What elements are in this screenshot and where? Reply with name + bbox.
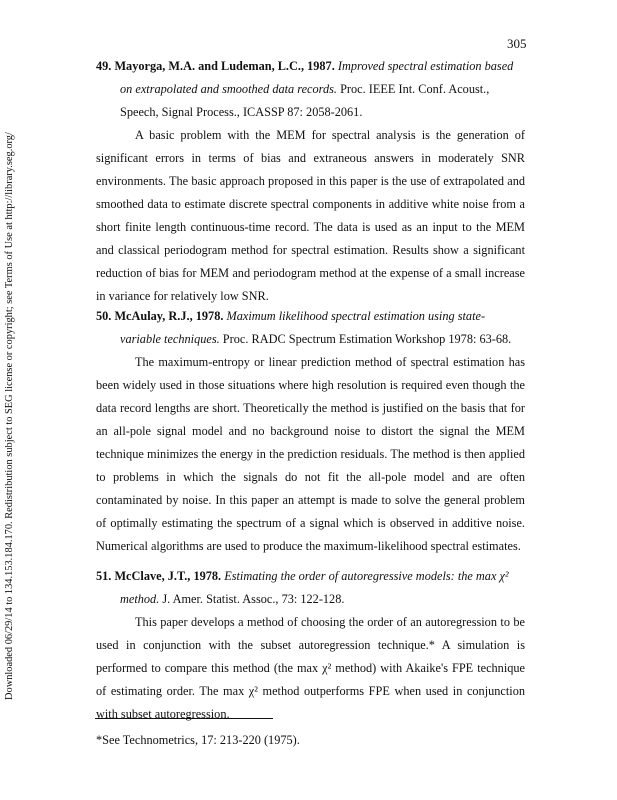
entry-title: Maximum likelihood spectral estimation using state-variable techniques.: [120, 309, 486, 346]
bibliography-entry-51: [96, 565, 525, 726]
entry-number: 50.: [96, 309, 112, 323]
entry-number: 51.: [96, 569, 112, 583]
page-number: 305: [507, 36, 527, 51]
entry-authors: Mayorga, M.A. and Ludeman, L.C., 1987.: [114, 59, 335, 73]
citation: [96, 565, 525, 611]
citation: [96, 55, 525, 124]
entry-abstract: The maximum-entropy or linear prediction method of spectral estimation has been widely used in those situations where high resolution is required even though the data record lengths are short. Theoretically the method is justified on the basis that for an all-pole signal model and no background noise to distort the signal the MEM technique minimizes the energy in the prediction residuals. The method is then applied to problems in which the signals do not fit the all-pole model and are often contaminated by noise. In this paper an attempt is made to solve the general problem of optimally estimating the spectrum of a signal which is observed in additive noise. Numerical algorithms are used to produce the maximum-likelihood spectral estimates.: [96, 355, 525, 553]
entry-abstract: This paper develops a method of choosing the order of an autoregression to be used in conjunction with the subset autoregression technique.* A simulation is performed to compare this method (the max χ² method) with Akaike's FPE technique of estimating order. The max χ² method outperforms FPE when used in conjunction with subset autoregression.: [96, 615, 525, 721]
entry-authors: McAulay, R.J., 1978.: [114, 309, 224, 323]
entry-authors: McClave, J.T., 1978.: [114, 569, 222, 583]
citation: [96, 305, 525, 351]
footnote-divider: [95, 718, 273, 719]
download-notice-text: Downloaded 06/29/14 to 134.153.184.170. Redistribution subject to SEG license or copyright; see Terms of Use at http://library.seg.org/: [4, 132, 15, 700]
entry-title: Improved spectral estimation based on extrapolated and smoothed data records.: [120, 59, 514, 96]
bibliography-entry-49: [96, 55, 525, 308]
footnote: *See Technometrics, 17: 213-220 (1975).: [96, 733, 300, 747]
entry-number: 49.: [96, 59, 112, 73]
bibliography-entry-50: [96, 305, 525, 558]
entry-source: J. Amer. Statist. Assoc., 73: 122-128.: [162, 592, 345, 606]
entry-source: Proc. RADC Spectrum Estimation Workshop 1978: 63-68.: [222, 332, 512, 346]
entry-abstract: A basic problem with the MEM for spectral analysis is the generation of significant errors in terms of bias and extraneous answers in moderately SNR environments. The basic approach proposed in this paper is the use of extrapolated and smoothed data to estimate discrete spectral components in additive white noise from a short finite length continuous-time record. The data is used as an input to the MEM and classical periodogram method for spectral estimation. Results show a significant reduction of bias for MEM and periodogram method at the expense of a small increase in variance for relatively low SNR.: [96, 128, 525, 303]
download-notice: [2, 120, 18, 700]
entry-title: Estimating the order of autoregressive models: the max χ² method.: [120, 569, 509, 606]
entry-source: Proc. IEEE Int. Conf. Acoust., Speech, Signal Process., ICASSP 87: 2058-2061.: [120, 82, 490, 119]
